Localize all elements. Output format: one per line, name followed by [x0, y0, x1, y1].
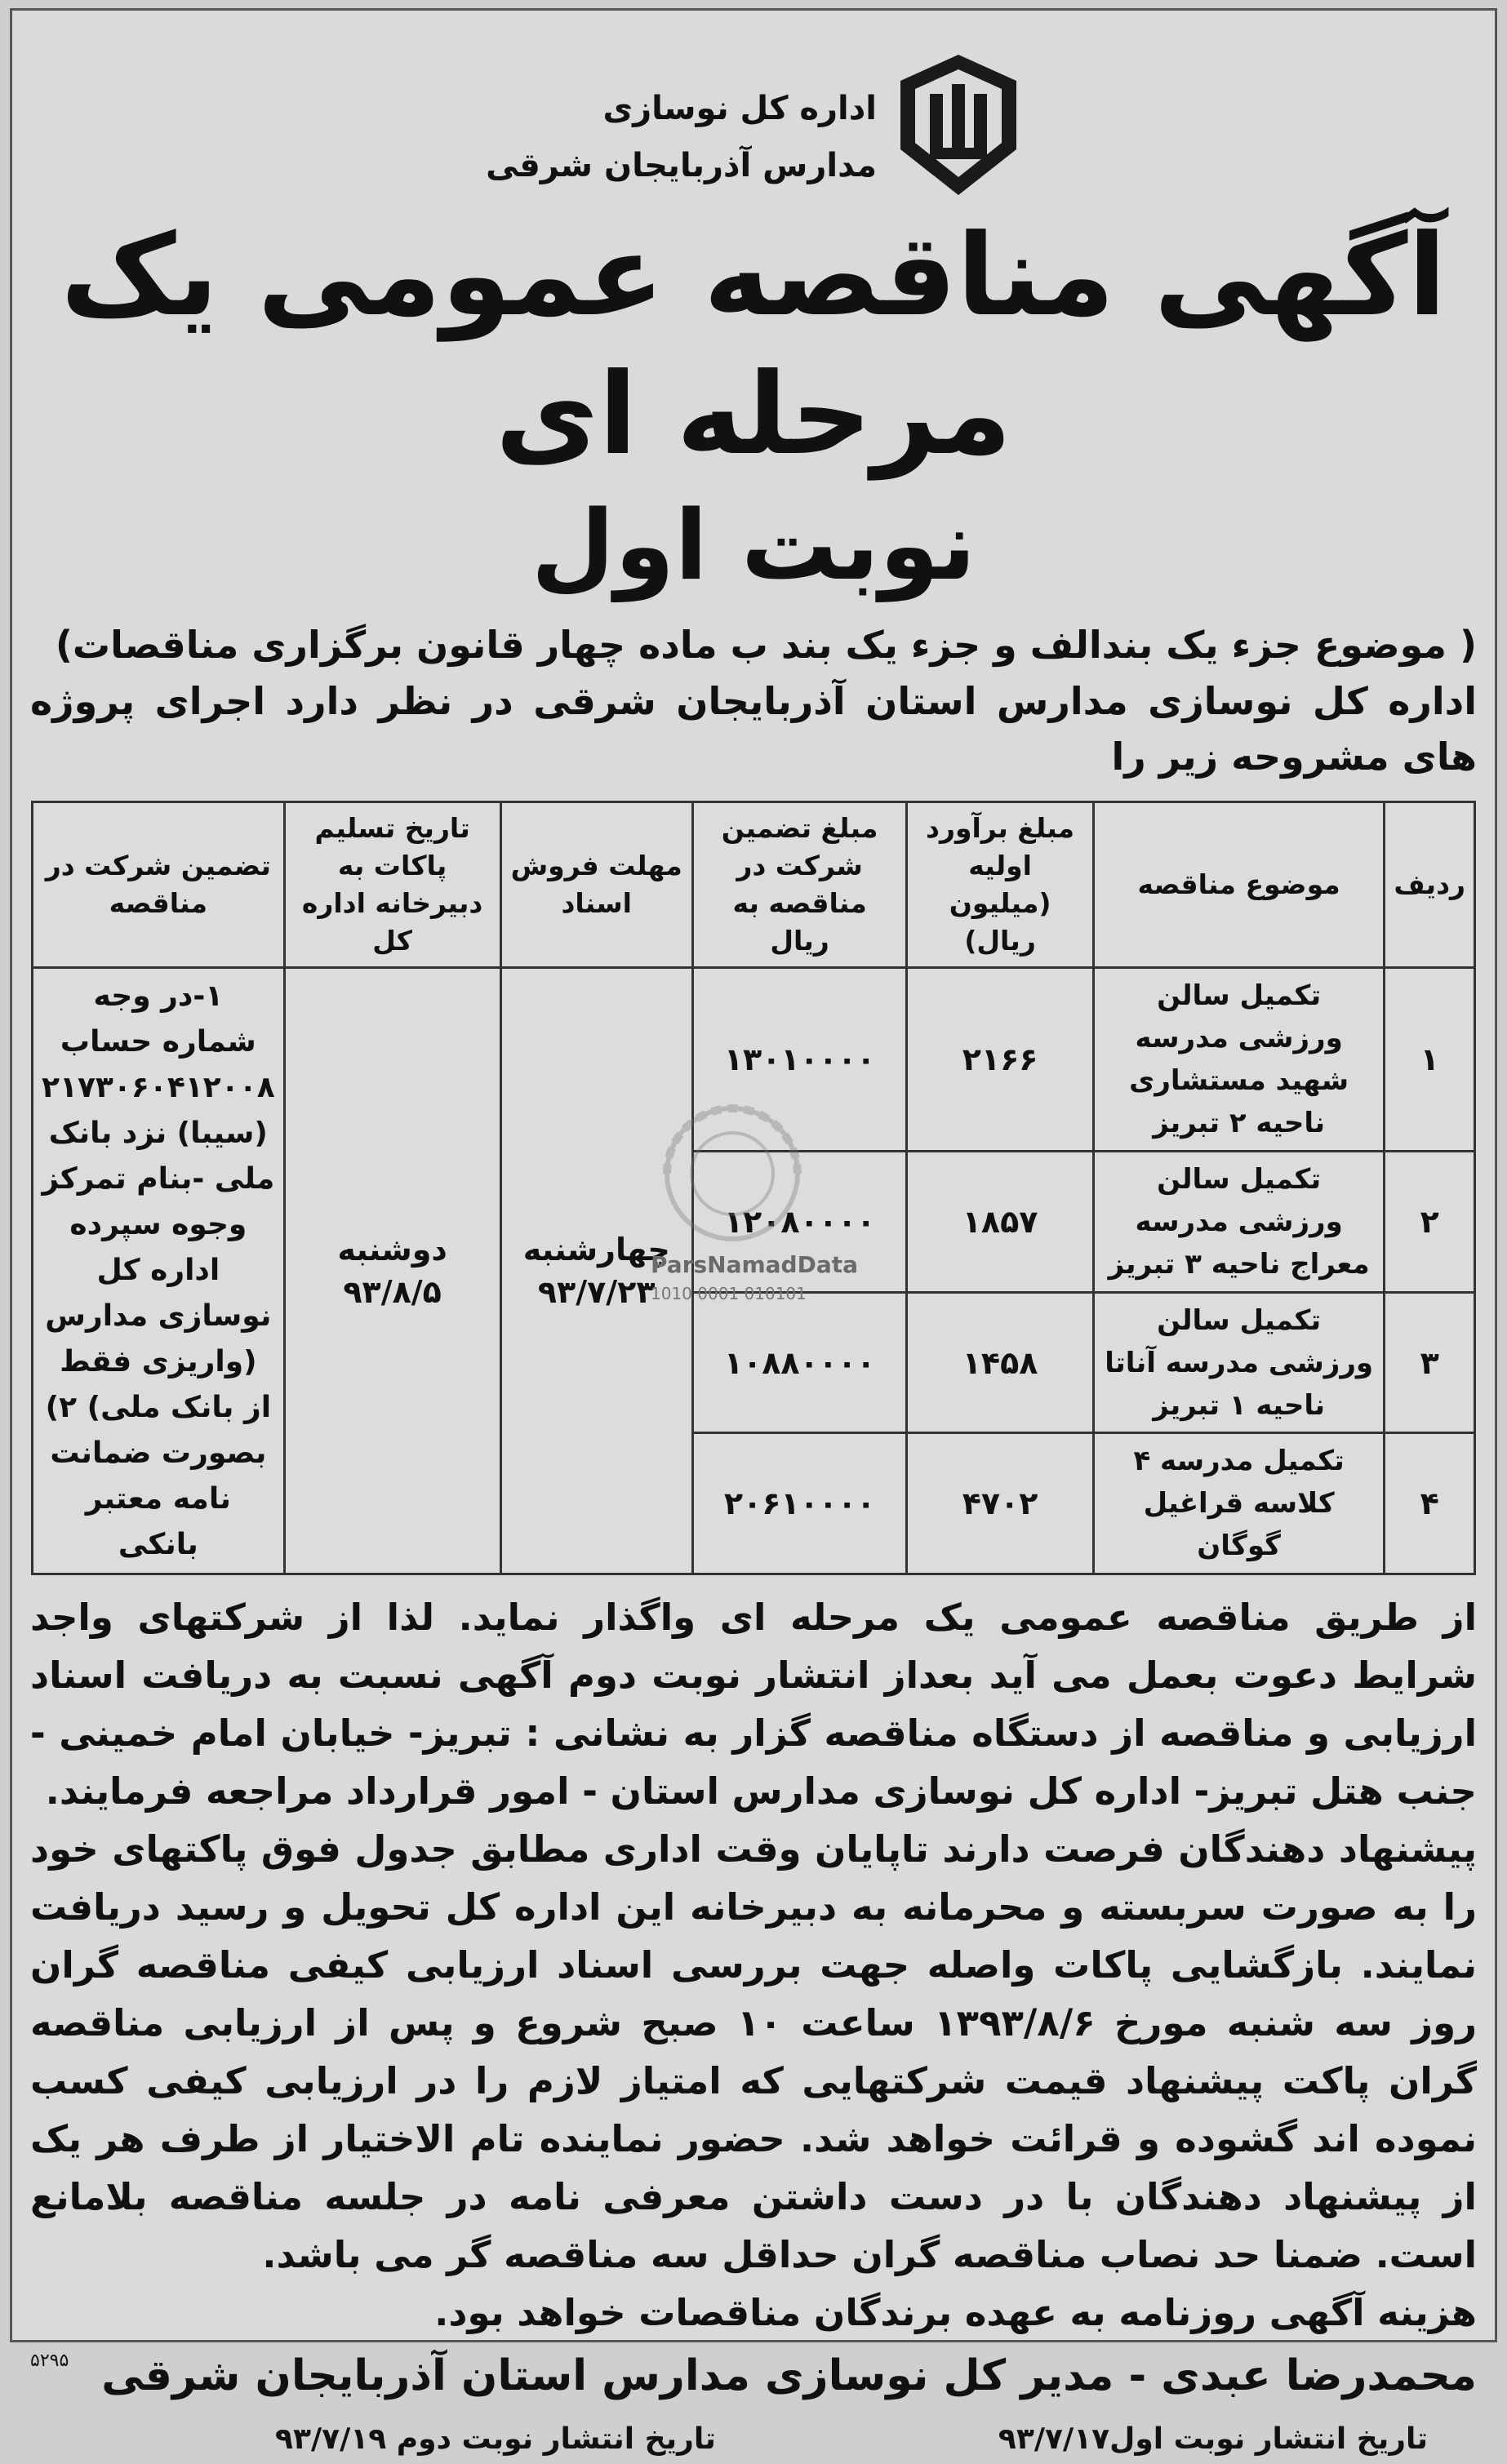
legal-subject: ( موضوع جزء یک بندالف و جزء یک بند ب ماده چهار قانون برگزاری مناقصات)	[55, 623, 1477, 667]
row-index: ۱	[1385, 968, 1475, 1152]
first-publication-date: تاریخ انتشار نوبت اول۹۳/۷/۱۷	[998, 2422, 1428, 2456]
org-line2: مدارس آذربایجان شرقی	[486, 147, 877, 184]
row-estimate: ۱۴۵۸	[907, 1292, 1094, 1433]
header-sale-deadline: مهلت فروش اسناد	[500, 802, 692, 968]
advertisement	[30, 35, 1478, 2456]
header-delivery-date: تاریخ تسلیم پاکات به دبیرخانه اداره کل	[284, 802, 500, 968]
sale-deadline: چهارشنبه ۹۳/۷/۲۳	[500, 968, 692, 1574]
header-subject: موضوع مناقصه	[1093, 802, 1385, 968]
watermark-name: ParsNamadData	[651, 1251, 858, 1278]
main-title: آگهی مناقصه عمومی یک مرحله ای	[60, 210, 1447, 480]
header-guarantee: مبلغ تضمین شرکت در مناقصه به ریال	[692, 802, 906, 968]
newspaper-clipping	[10, 8, 1497, 2456]
row-guarantee: ۲۰۶۱۰۰۰۰	[692, 1433, 906, 1574]
publication-dates	[30, 2415, 1477, 2464]
sub-title: نوبت اول	[531, 489, 976, 602]
row-guarantee: ۱۰۸۸۰۰۰۰	[692, 1292, 906, 1433]
signature-text: محمدرضا عبدی - مدیر کل نوسازی مدارس استان آذربایجان شرقی	[101, 2351, 1477, 2400]
row-guarantee: ۱۳۰۱۰۰۰۰	[692, 968, 906, 1152]
header-estimate: مبلغ برآورد اولیه (میلیون ریال)	[907, 802, 1094, 968]
body-paragraph-1: از طریق مناقصه عمومی یک مرحله ای واگذار نماید. لذا از شرکتهای واجد شرایط دعوت بعمل می آید بعداز انتشار نوبت دوم آگهی نسبت به دریافت اسناد ارزیابی و مناقصه از دستگاه مناقصه گزار به نشانی : تبریز- خیابان امام خمینی - جنب هتل تبریز- اداره کل نوسازی مدارس استان - امور قرارداد مراجعه فرمایند.	[30, 1596, 1477, 1813]
delivery-date: دوشنبه ۹۳/۸/۵	[284, 968, 500, 1574]
intro-text: اداره کل نوسازی مدارس استان آذربایجان شرقی در نظر دارد اجرای پروژه های مشروحه زیر را	[30, 679, 1477, 779]
ad-code: ۵۲۹۵	[30, 2351, 69, 2371]
row-index: ۳	[1385, 1292, 1475, 1433]
second-publication-date: تاریخ انتشار نوبت دوم ۹۳/۷/۱۹	[275, 2422, 716, 2456]
organization-logo-icon	[897, 51, 1020, 198]
watermark-digits: 010101 0001 1010	[651, 1284, 807, 1303]
watermark-icon	[634, 1084, 928, 1312]
row-guarantee: ۱۲۰۸۰۰۰۰	[692, 1152, 906, 1293]
row-subject: تکمیل سالن ورزشی مدرسه معراج ناحیه ۳ تبریز	[1093, 1152, 1385, 1293]
header-participation-guarantee: تضمین شرکت در مناقصه	[33, 802, 285, 968]
row-estimate: ۴۷۰۲	[907, 1433, 1094, 1574]
row-index: ۴	[1385, 1433, 1475, 1574]
body-paragraph-3: هزینه آگهی روزنامه به عهده برندگان مناقصات خواهد بود.	[434, 2291, 1477, 2334]
row-estimate: ۱۸۵۷	[907, 1152, 1094, 1293]
header	[30, 35, 1477, 206]
row-subject: تکمیل مدرسه ۴ کلاسه قراغیل گوگان	[1093, 1433, 1385, 1574]
organization-name	[486, 80, 877, 194]
row-subject: تکمیل سالن ورزشی مدرسه آناتا ناحیه ۱ تبریز	[1093, 1292, 1385, 1433]
row-index: ۲	[1385, 1152, 1475, 1293]
row-estimate: ۲۱۶۶	[907, 968, 1094, 1152]
row-subject: تکمیل سالن ورزشی مدرسه شهید مستشاری ناحیه ۲ تبریز	[1093, 968, 1385, 1152]
table-header-row	[33, 802, 1475, 968]
body-paragraph-2: پیشنهاد دهندگان فرصت دارند تاپایان وقت اداری مطابق جدول فوق پاکتهای خود را به صورت سربسته و محرمانه به دبیرخانه این اداره کل تحویل و رسید دریافت نمایند. بازگشایی پاکات واصله جهت بررسی اسناد ارزیابی کیفی مناقصه گران روز سه شنبه مورخ ۱۳۹۳/۸/۶ ساعت ۱۰ صبح شروع و پس از ارزیابی مناقصه گران پاکت پیشنهاد قیمت شرکتهایی که امتیاز لازم را در ارزیابی کیفی کسب نموده اند گشوده و قرائت خواهد شد. حضور نماینده تام الاختیار از طرف هر یک از پیشنهاد دهندگان با در دست داشتن معرفی نامه در جلسه مناقصه بلامانع است. ضمنا حد نصاب مناقصه گران حداقل سه مناقصه گر می باشد.	[30, 1827, 1478, 2276]
signature	[30, 2346, 1477, 2405]
body-text	[30, 1588, 1477, 2342]
org-line1: اداره کل نوسازی	[602, 90, 877, 127]
participation-guarantee: ۱-در وجه شماره حساب ۲۱۷۳۰۶۰۴۱۲۰۰۸ (سیبا) نزد بانک ملی -بنام تمرکز وجوه سپرده اداره کل نوسازی مدارس (واریزی فقط از بانک ملی) ۲) بصورت ضمانت نامه معتبر بانکی	[33, 968, 285, 1574]
header-index: ردیف	[1385, 802, 1475, 968]
